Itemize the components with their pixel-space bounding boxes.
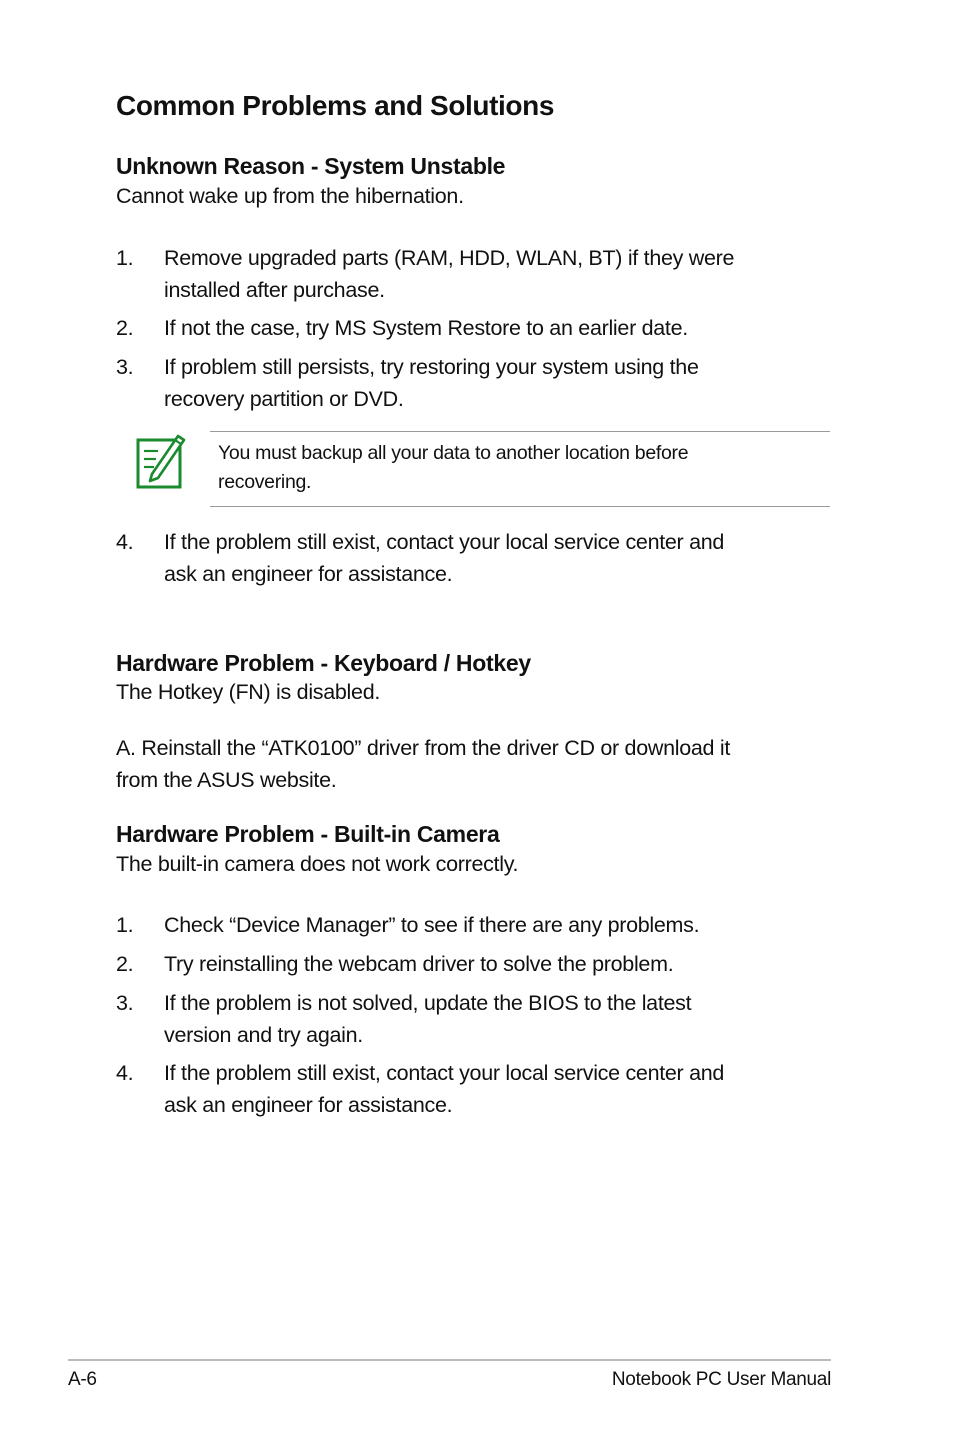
section-heading-keyboard-hotkey: Hardware Problem - Keyboard / Hotkey bbox=[116, 650, 531, 676]
section-heading-built-in-camera: Hardware Problem - Built-in Camera bbox=[116, 821, 500, 847]
footer-page-number: A-6 bbox=[68, 1369, 97, 1390]
list-item-number: 3. bbox=[116, 355, 134, 379]
list-item-number: 4. bbox=[116, 1061, 134, 1085]
list-item-text: If the problem still exist, contact your local service center and bbox=[164, 530, 725, 554]
list-item-text: version and try again. bbox=[164, 1023, 363, 1047]
note-text: You must backup all your data to another location before bbox=[218, 442, 689, 464]
section-heading-system-unstable: Unknown Reason - System Unstable bbox=[116, 153, 506, 179]
list-item-text: recovery partition or DVD. bbox=[164, 387, 404, 411]
solution-text: A. Reinstall the “ATK0100” driver from the driver CD or download it bbox=[116, 736, 731, 760]
solution-text: from the ASUS website. bbox=[116, 768, 337, 792]
list-item-text: ask an engineer for assistance. bbox=[164, 562, 453, 586]
page-title: Common Problems and Solutions bbox=[116, 90, 554, 121]
footer-rule bbox=[68, 1359, 831, 1361]
list-item-text: If not the case, try MS System Restore to an earlier date. bbox=[164, 316, 688, 340]
note-bottom-rule bbox=[210, 506, 830, 507]
list-item-text: If problem still persists, try restoring your system using the bbox=[164, 355, 699, 379]
list-item-number: 1. bbox=[116, 246, 134, 270]
list-item-number: 4. bbox=[116, 530, 134, 554]
list-item-number: 1. bbox=[116, 913, 134, 937]
list-item-text: installed after purchase. bbox=[164, 278, 385, 302]
note-text: recovering. bbox=[218, 471, 312, 493]
list-item-text: If the problem still exist, contact your local service center and bbox=[164, 1061, 725, 1085]
note-pencil-icon bbox=[134, 430, 186, 490]
list-item-text: Check “Device Manager” to see if there are any problems. bbox=[164, 913, 700, 937]
note-top-rule bbox=[210, 431, 830, 432]
list-item-text: Remove upgraded parts (RAM, HDD, WLAN, BT) if they were bbox=[164, 246, 735, 270]
section-intro: The Hotkey (FN) is disabled. bbox=[116, 680, 381, 704]
list-item-number: 2. bbox=[116, 316, 134, 340]
list-item-text: Try reinstalling the webcam driver to solve the problem. bbox=[164, 952, 674, 976]
list-item-number: 3. bbox=[116, 991, 134, 1015]
footer-manual-title: Notebook PC User Manual bbox=[611, 1369, 831, 1390]
list-item-text: ask an engineer for assistance. bbox=[164, 1093, 453, 1117]
section-intro: The built-in camera does not work correctly. bbox=[116, 852, 519, 876]
section-intro: Cannot wake up from the hibernation. bbox=[116, 184, 464, 208]
list-item-number: 2. bbox=[116, 952, 134, 976]
list-item-text: If the problem is not solved, update the BIOS to the latest bbox=[164, 991, 692, 1015]
